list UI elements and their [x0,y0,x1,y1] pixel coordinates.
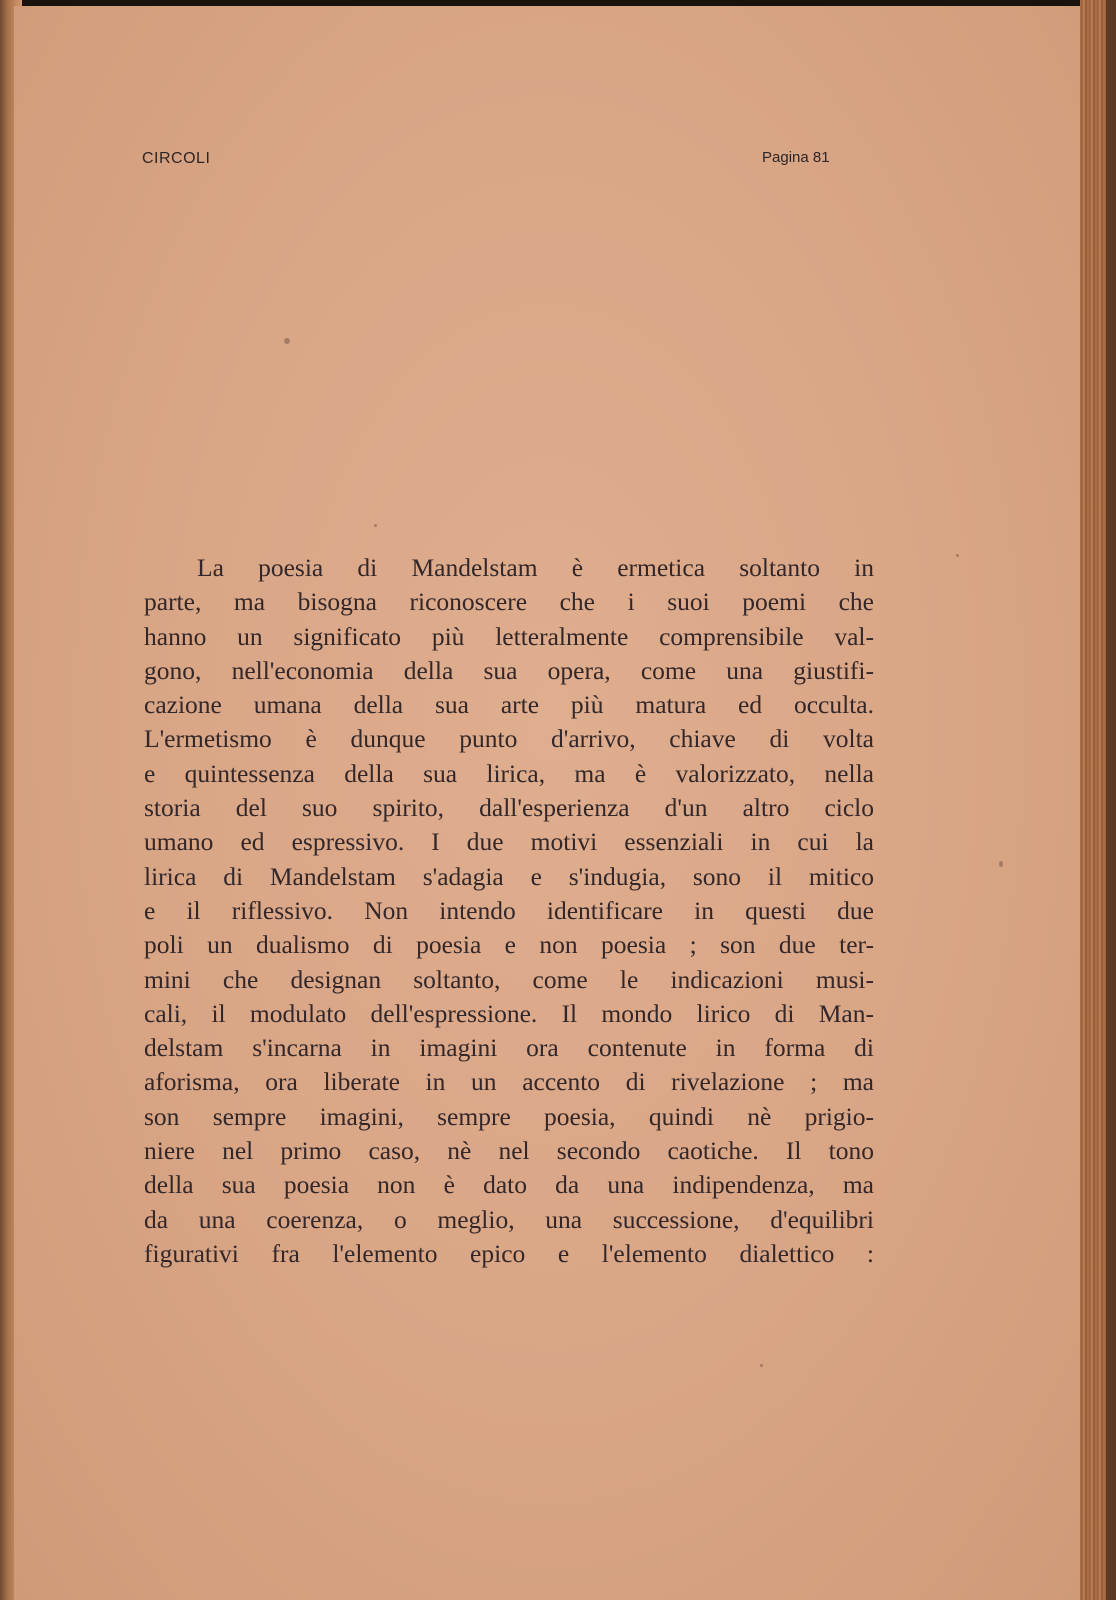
text-line: da una coerenza, o meglio, una successione, d'equilibri [144,1204,874,1234]
text-line: cali, il modulato dell'espressione. Il mondo lirico di Man- [144,998,874,1028]
page-number: Pagina 81 [762,149,830,166]
body-paragraph [144,551,874,1271]
paper-speck [374,524,377,527]
paper-speck [760,1364,763,1367]
text-line: cazione umana della sua arte più matura ed occulta. [144,690,874,720]
page-stack-shadow [1106,0,1116,1600]
paper-speck [999,861,1003,867]
page-content [14,6,1084,1600]
text-line: figurativi fra l'elemento epico e l'elemento dialettico : [144,1238,874,1268]
running-header-title: CIRCOLI [142,150,211,167]
text-line: L'ermetismo è dunque punto d'arrivo, chiave di volta [144,724,874,754]
text-line: della sua poesia non è dato da una indipendenza, ma [144,1170,874,1200]
text-line: e quintessenza della sua lirica, ma è valorizzato, nella [144,758,874,788]
text-line: gono, nell'economia della sua opera, come una giustifi- [144,655,874,685]
text-line: umano ed espressivo. I due motivi essenziali in cui la [144,827,874,857]
page-paper [14,6,1084,1600]
text-line: son sempre imagini, sempre poesia, quindi nè prigio- [144,1101,874,1131]
text-line: La poesia di Mandelstam è ermetica soltanto in [197,553,874,582]
paper-speck [956,554,959,557]
text-line: mini che designan soltanto, come le indicazioni musi- [144,964,874,994]
text-line: e il riflessivo. Non intendo identificare in questi due [144,895,874,925]
paper-speck [284,338,290,344]
text-line: lirica di Mandelstam s'adagia e s'indugia, sono il mitico [144,861,874,891]
text-line: niere nel primo caso, nè nel secondo caotiche. Il tono [144,1136,874,1166]
text-line: parte, ma bisogna riconoscere che i suoi poemi che [144,587,874,617]
text-line: aforisma, ora liberate in un accento di rivelazione ; ma [144,1067,874,1097]
text-line: hanno un significato più letteralmente comprensibile val- [144,621,874,651]
text-line: poli un dualismo di poesia e non poesia ; son due ter- [144,930,874,960]
text-line: storia del suo spirito, dall'esperienza d'un altro ciclo [144,793,874,823]
text-line: delstam s'incarna in imagini ora contenute in forma di [144,1033,874,1063]
